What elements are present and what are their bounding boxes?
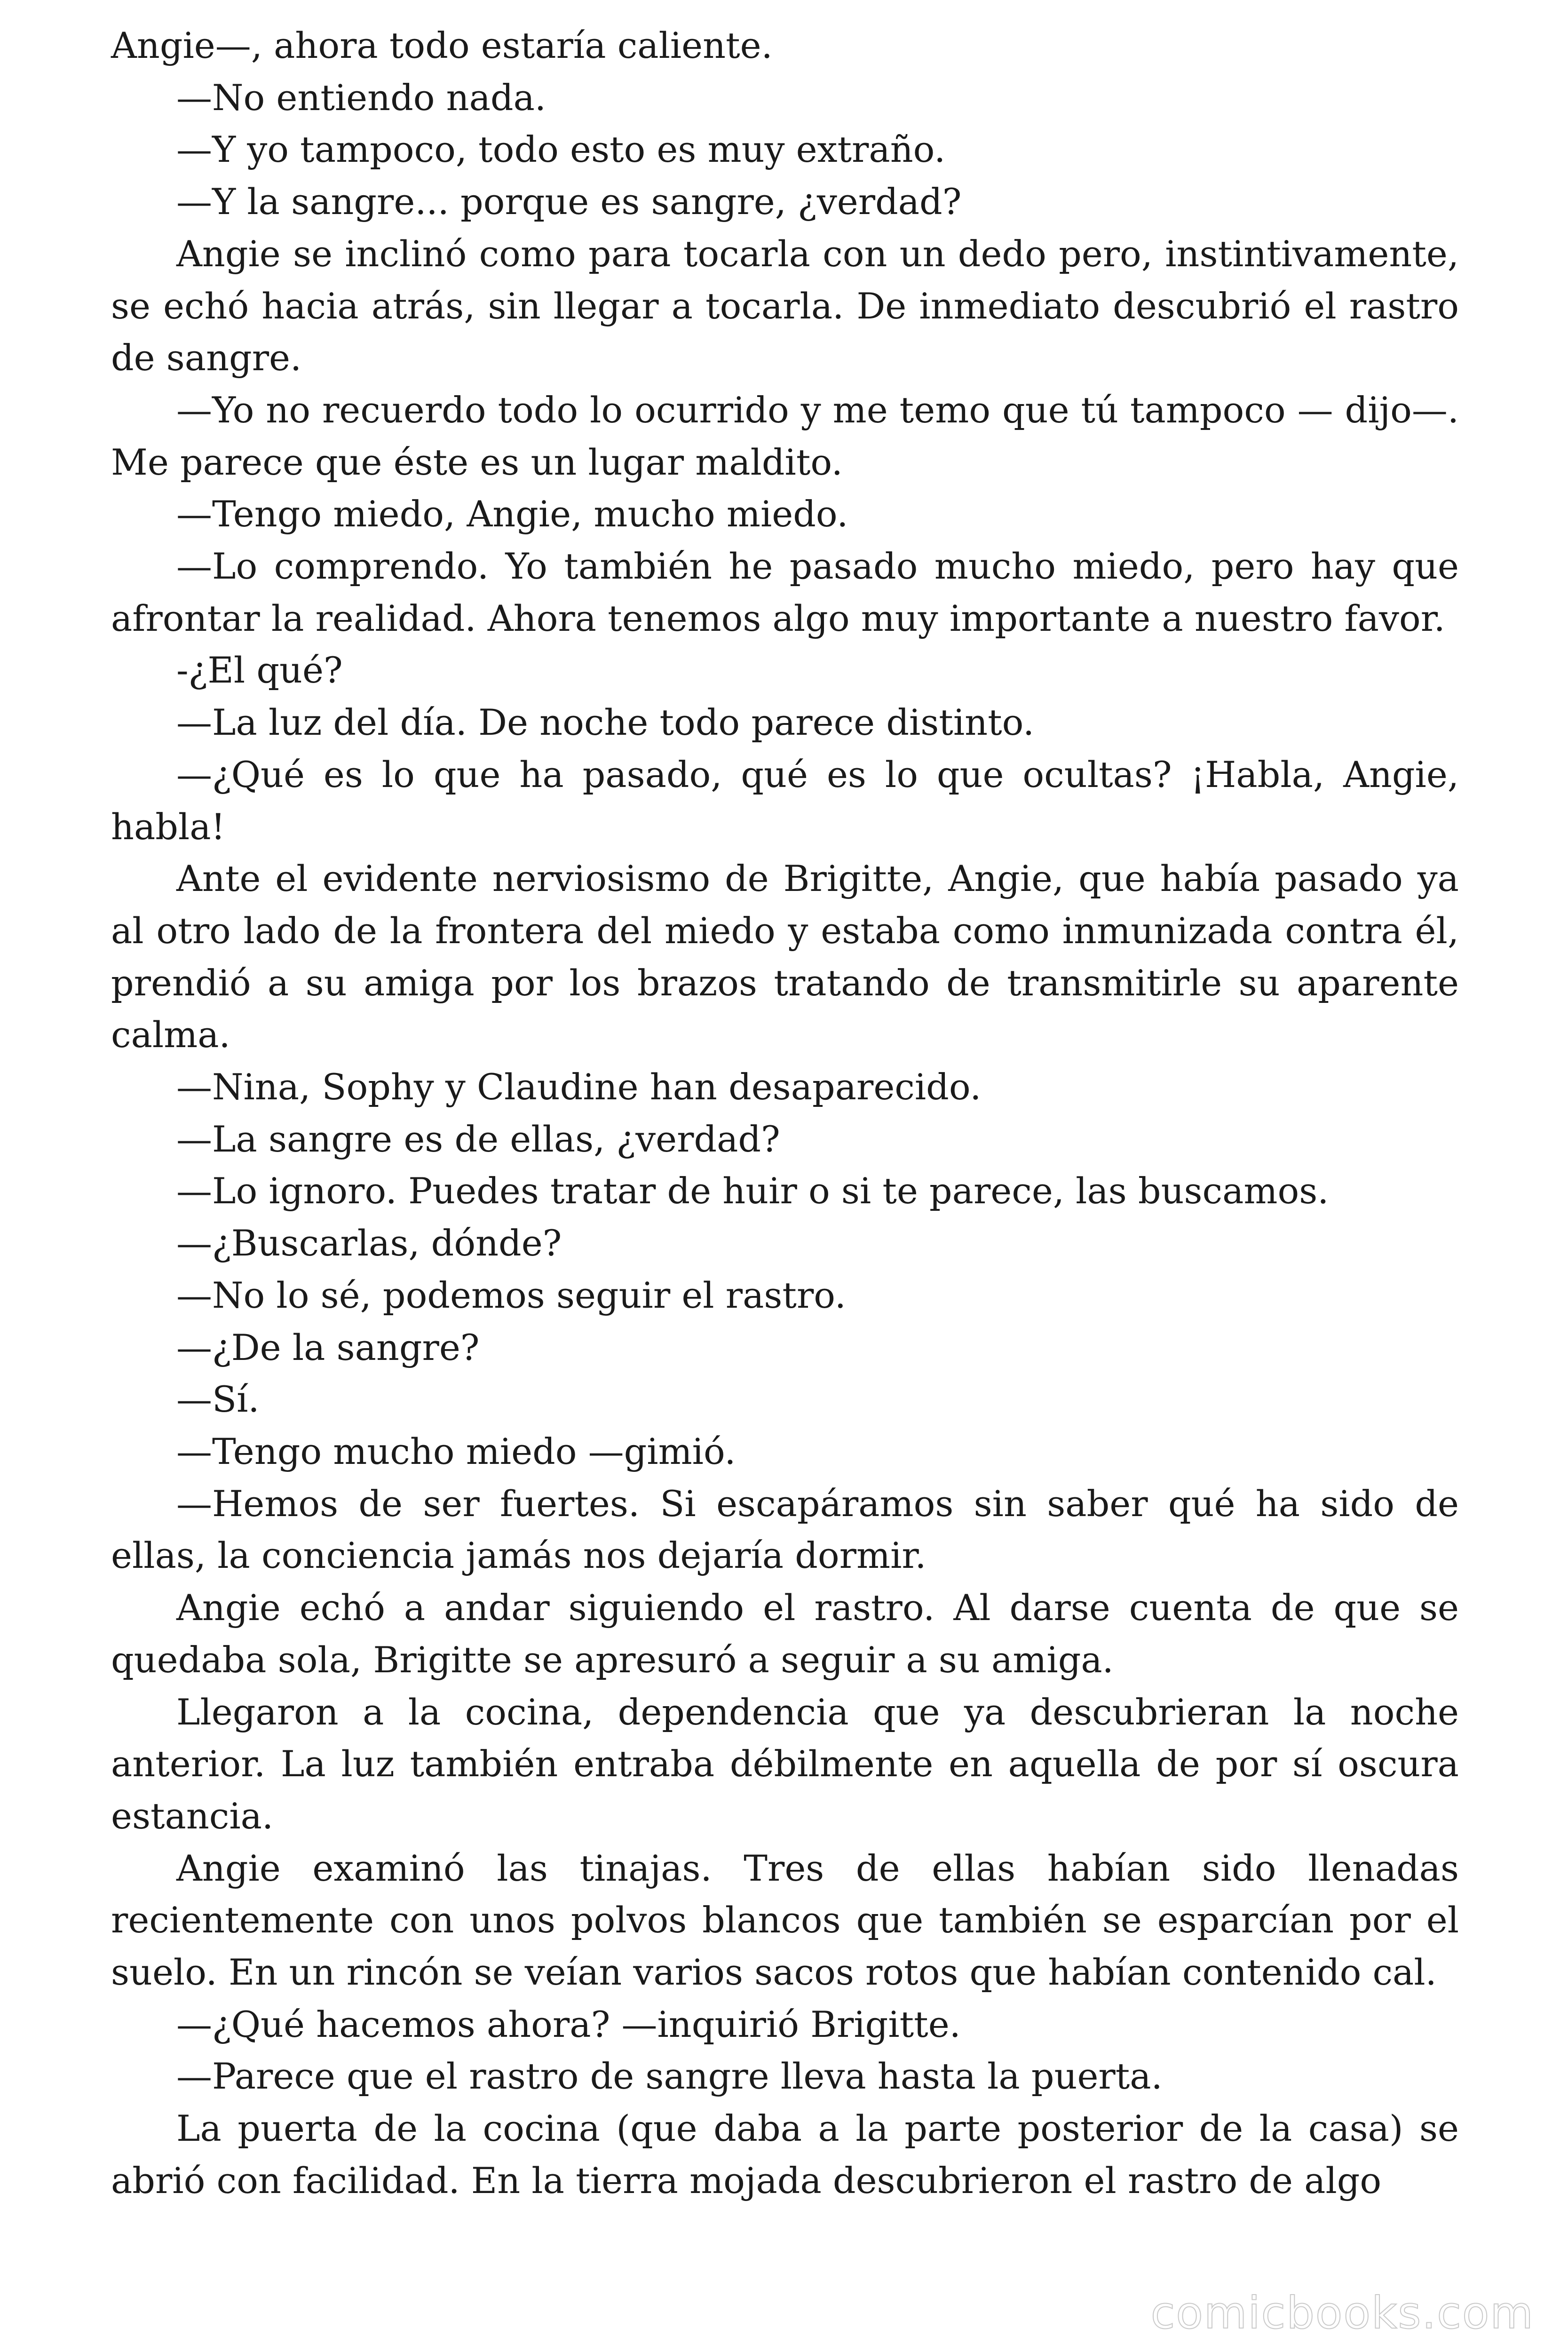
paragraph: —No entiendo nada. xyxy=(176,76,546,119)
paragraph: —Lo comprendo. Yo también he pasado mucho miedo, pero hay que afrontar la realidad. Ahora tenemos algo muy importante a nuestro favor. xyxy=(111,545,1459,639)
paragraph: Angie examinó las tinajas. Tres de ellas habían sido llenadas recientemente con unos polvos blancos que también se esparcían por el suelo. En un rincón se veían varios sacos rotos que habían contenido cal. xyxy=(111,1847,1459,1994)
watermark-logo: comicbooks.com xyxy=(1150,2288,1534,2339)
paragraph: Angie se inclinó como para tocarla con un dedo pero, instintivamente, se echó hacia atrás, sin llegar a tocarla. De inmediato descubrió el rastro de sangre. xyxy=(111,232,1459,379)
paragraph: —La sangre es de ellas, ¿verdad? xyxy=(176,1118,780,1160)
paragraph: —Parece que el rastro de sangre lleva hasta la puerta. xyxy=(176,2055,1163,2098)
paragraph: Angie echó a andar siguiendo el rastro. Al darse cuenta de que se quedaba sola, Brigitte se apresuró a seguir a su amiga. xyxy=(111,1587,1459,1681)
paragraph: —Tengo mucho miedo —gimió. xyxy=(176,1430,736,1472)
paragraph: —Lo ignoro. Puedes tratar de huir o si te parece, las buscamos. xyxy=(176,1170,1329,1212)
paragraph: —¿Buscarlas, dónde? xyxy=(176,1222,562,1264)
paragraph: Llegaron a la cocina, dependencia que ya descubrieran la noche anterior. La luz también entraba débilmente en aquella de por sí oscura estancia. xyxy=(111,1691,1459,1837)
paragraph: La puerta de la cocina (que daba a la parte posterior de la casa) se abrió con facilidad. En la tierra mojada descubrieron el rastro de algo xyxy=(111,2107,1459,2201)
paragraph: Ante el evidente nerviosismo de Brigitte, Angie, que había pasado ya al otro lado de la frontera del miedo y estaba como inmunizada contra él, prendió a su amiga por los brazos tratando de transmitirle su aparente calma. xyxy=(111,858,1459,1056)
paragraph: -¿El qué? xyxy=(176,649,343,691)
paragraph: Angie—, ahora todo estaría caliente. xyxy=(111,24,773,66)
paragraph: —Hemos de ser fuertes. Si escapáramos sin saber qué ha sido de ellas, la conciencia jamás nos dejaría dormir. xyxy=(111,1482,1459,1577)
paragraph: —Nina, Sophy y Claudine han desaparecido. xyxy=(176,1066,982,1108)
paragraph: —¿De la sangre? xyxy=(176,1326,480,1368)
paragraph: —Yo no recuerdo todo lo ocurrido y me temo que tú tampoco — dijo—. Me parece que éste es un lugar maldito. xyxy=(111,389,1459,483)
paragraph: —Y la sangre... porque es sangre, ¿verdad? xyxy=(176,181,962,223)
paragraph: —Tengo miedo, Angie, mucho miedo. xyxy=(176,493,848,535)
paragraph: —La luz del día. De noche todo parece distinto. xyxy=(176,701,1035,744)
paragraph: —¿Qué es lo que ha pasado, qué es lo que ocultas? ¡Habla, Angie, habla! xyxy=(111,753,1459,848)
paragraph: —¿Qué hacemos ahora? —inquirió Brigitte. xyxy=(176,2003,961,2045)
paragraph: —No lo sé, podemos seguir el rastro. xyxy=(176,1274,846,1316)
paragraph: —Y yo tampoco, todo esto es muy extraño. xyxy=(176,128,946,171)
paragraph: —Sí. xyxy=(176,1378,260,1421)
page-text xyxy=(111,20,1459,2207)
